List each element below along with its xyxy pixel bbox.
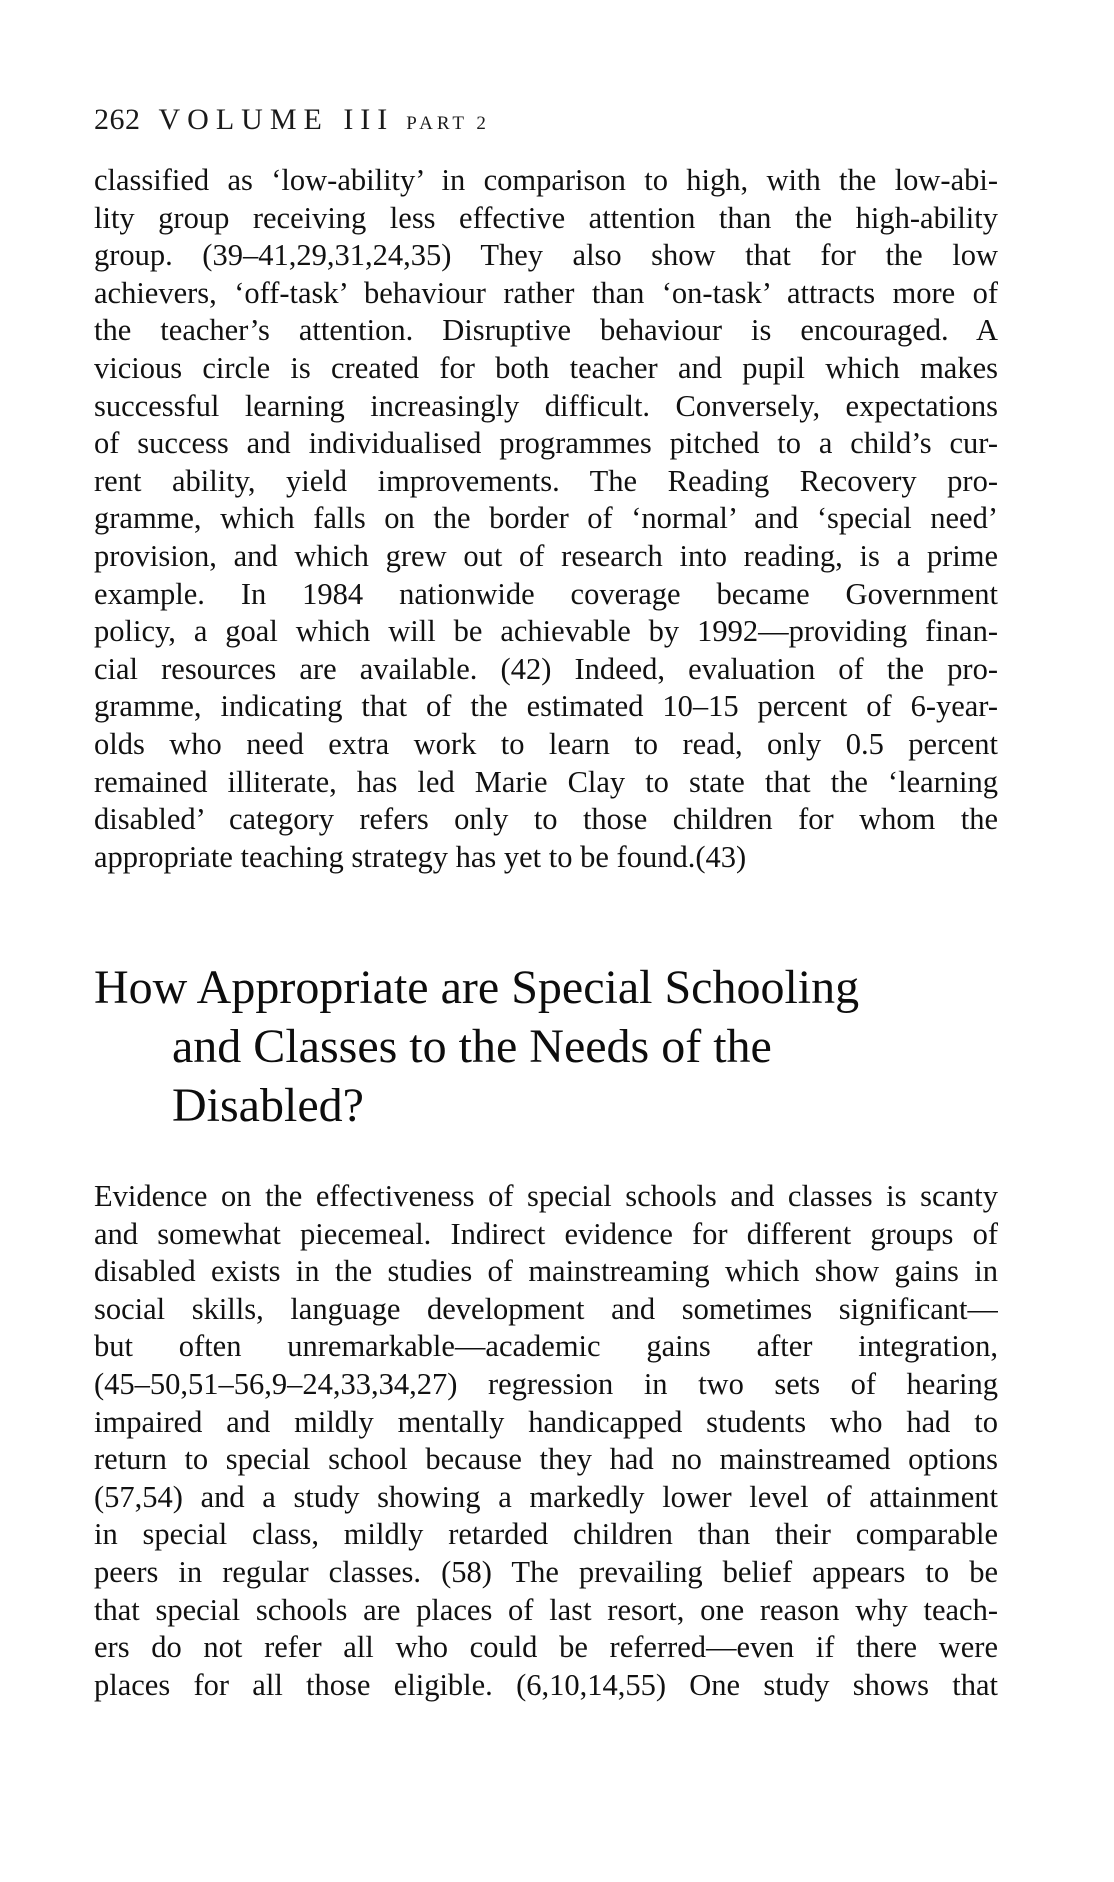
text-line: impaired and mildly mentally handicapped students who had to xyxy=(94,1404,998,1439)
text-line: rent ability, yield improvements. The Reading Recovery pro- xyxy=(94,463,998,498)
text-line: cial resources are available. (42) Indeed, evaluation of the pro- xyxy=(94,651,998,686)
text-line: group. (39–41,29,31,24,35) They also show that for the low xyxy=(94,238,998,273)
heading-line: Disabled? xyxy=(172,1079,364,1132)
text-line: and somewhat piecemeal. Indirect evidence for different groups of xyxy=(94,1216,998,1251)
heading-line: How Appropriate are Special Schooling xyxy=(94,961,860,1014)
volume-label: VOLUME III xyxy=(158,103,395,136)
text-line: policy, a goal which will be achievable by 1992—providing finan- xyxy=(94,614,998,649)
text-line: appropriate teaching strategy has yet to be found.(43) xyxy=(94,839,747,874)
text-line: achievers, ‘off-task’ behaviour rather than ‘on-task’ attracts more of xyxy=(94,275,998,310)
text-line: of success and individualised programmes pitched to a child’s cur- xyxy=(94,426,998,461)
text-line: places for all those eligible. (6,10,14,55) One study shows that xyxy=(94,1667,998,1702)
text-line: remained illiterate, has led Marie Clay to state that the ‘learning xyxy=(94,764,998,799)
paragraph-section-body xyxy=(94,1178,998,1704)
text-line: but often unremarkable—academic gains after integration, xyxy=(94,1329,998,1364)
text-line: ers do not refer all who could be referred—even if there were xyxy=(94,1630,998,1665)
text-line: return to special school because they had no mainstreamed options xyxy=(94,1442,998,1477)
paragraph-continued xyxy=(94,162,998,876)
text-line: gramme, indicating that of the estimated 10–15 percent of 6-year- xyxy=(94,689,998,724)
page-number: 262 xyxy=(94,103,141,136)
text-line: social skills, language development and sometimes significant— xyxy=(94,1291,998,1326)
text-line: Evidence on the effectiveness of special schools and classes is scanty xyxy=(94,1179,998,1213)
text-line: lity group receiving less effective attention than the high-ability xyxy=(94,200,998,235)
text-line: successful learning increasingly difficult. Conversely, expectations xyxy=(94,388,998,423)
text-line: peers in regular classes. (58) The prevailing belief appears to be xyxy=(94,1554,998,1589)
part-label: PART 2 xyxy=(406,113,490,134)
running-head xyxy=(94,100,490,144)
heading-line: and Classes to the Needs of the xyxy=(172,1020,772,1073)
text-line: in special class, mildly retarded children than their comparable xyxy=(94,1517,998,1552)
text-line: olds who need extra work to learn to read, only 0.5 percent xyxy=(94,726,998,761)
text-line: the teacher’s attention. Disruptive behaviour is encouraged. A xyxy=(94,313,998,348)
text-line: that special schools are places of last resort, one reason why teach- xyxy=(94,1592,998,1627)
text-line: disabled exists in the studies of mainstreaming which show gains in xyxy=(94,1254,998,1289)
text-line: (45–50,51–56,9–24,33,34,27) regression in two sets of hearing xyxy=(94,1366,998,1401)
text-line: classified as ‘low-ability’ in comparison to high, with the low-abi- xyxy=(94,163,998,197)
text-line: gramme, which falls on the border of ‘normal’ and ‘special need’ xyxy=(94,501,998,536)
text-line: vicious circle is created for both teacher and pupil which makes xyxy=(94,350,998,385)
text-line: disabled’ category refers only to those children for whom the xyxy=(94,802,998,837)
section-heading xyxy=(94,958,994,1135)
text-line: example. In 1984 nationwide coverage became Government xyxy=(94,576,998,611)
text-line: (57,54) and a study showing a markedly lower level of attainment xyxy=(94,1479,998,1514)
text-line: provision, and which grew out of research into reading, is a prime xyxy=(94,538,998,573)
